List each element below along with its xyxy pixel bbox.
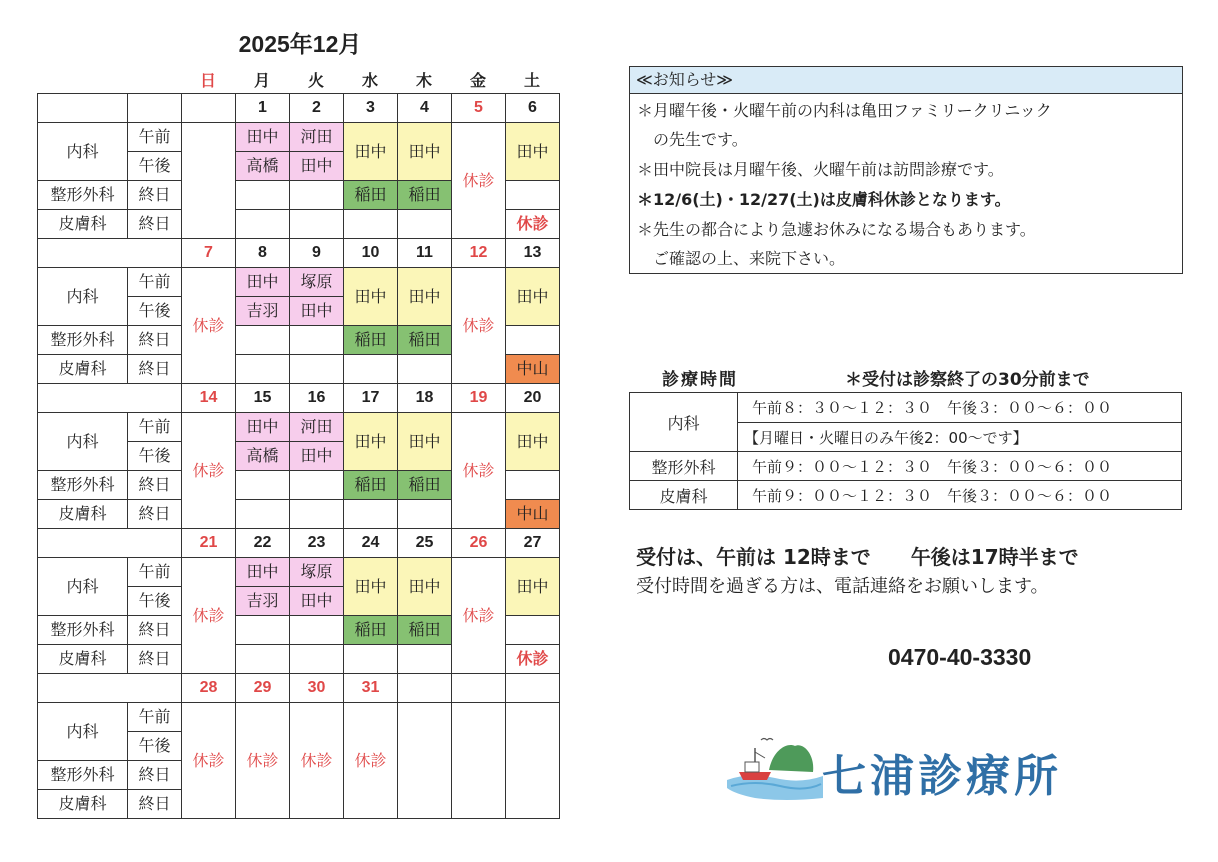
doctor-cell: 田中 — [344, 558, 398, 616]
doctor-cell: 田中 — [506, 123, 560, 181]
hours-title: 診療時間 — [662, 370, 738, 390]
sunday-cell — [182, 123, 236, 239]
doctor-cell: 稲田 — [398, 326, 452, 355]
closed-cell: 休診 — [506, 645, 560, 674]
slot-allday: 終日 — [128, 210, 182, 239]
slot-am: 午前 — [128, 413, 182, 442]
dept-derm: 皮膚科 — [38, 210, 128, 239]
dept-ortho: 整形外科 — [38, 326, 128, 355]
empty-cell — [236, 210, 290, 239]
date-cell: 24 — [344, 529, 398, 558]
date-cell: 21 — [182, 529, 236, 558]
doctor-cell: 田中 — [236, 558, 290, 587]
date-cell: 15 — [236, 384, 290, 413]
date-cell: 11 — [398, 239, 452, 268]
phone-number: 0470-40-3330 — [888, 644, 1032, 670]
empty-cell — [236, 181, 290, 210]
slot-am: 午前 — [128, 268, 182, 297]
slot-allday: 終日 — [128, 500, 182, 529]
closed-cell: 休診 — [344, 703, 398, 819]
dow-thu: 木 — [415, 71, 432, 90]
blank-cell — [398, 674, 452, 703]
calendar-title: 2025年12月 — [238, 31, 362, 57]
doctor-cell: 田中 — [290, 152, 344, 181]
doctor-cell: 田中 — [398, 123, 452, 181]
closed-cell: 休診 — [452, 268, 506, 384]
date-cell: 9 — [290, 239, 344, 268]
slot-pm: 午後 — [128, 732, 182, 761]
doctor-cell: 高橋 — [236, 152, 290, 181]
hours-dept: 整形外科 — [630, 452, 738, 481]
closed-cell: 休診 — [182, 268, 236, 384]
dept-internal: 内科 — [38, 558, 128, 616]
schedule-calendar — [37, 93, 560, 819]
notice-heading: ≪お知らせ≫ — [630, 67, 1182, 94]
hours-time-note: 【月曜日・火曜日のみ午後2：00〜です】 — [738, 423, 1182, 452]
dept-ortho: 整形外科 — [38, 181, 128, 210]
empty-cell — [290, 645, 344, 674]
date-cell: 27 — [506, 529, 560, 558]
doctor-cell: 高橋 — [236, 442, 290, 471]
blank-cell — [128, 94, 182, 123]
doctor-cell: 田中 — [236, 413, 290, 442]
date-cell: 3 — [344, 94, 398, 123]
doctor-cell: 稲田 — [344, 616, 398, 645]
empty-cell — [236, 500, 290, 529]
dept-ortho: 整形外科 — [38, 471, 128, 500]
empty-cell — [398, 355, 452, 384]
dept-derm: 皮膚科 — [38, 645, 128, 674]
slot-allday: 終日 — [128, 645, 182, 674]
date-cell: 31 — [344, 674, 398, 703]
date-cell: 18 — [398, 384, 452, 413]
blank-cell — [38, 384, 182, 413]
slot-pm: 午後 — [128, 297, 182, 326]
date-cell: 4 — [398, 94, 452, 123]
empty-cell — [290, 210, 344, 239]
date-cell — [182, 94, 236, 123]
slot-allday: 終日 — [128, 761, 182, 790]
date-cell: 16 — [290, 384, 344, 413]
empty-cell — [452, 703, 506, 819]
doctor-cell: 塚原 — [290, 558, 344, 587]
empty-cell — [236, 616, 290, 645]
doctor-cell: 田中 — [290, 587, 344, 616]
empty-cell — [290, 616, 344, 645]
empty-cell — [398, 645, 452, 674]
slot-allday: 終日 — [128, 181, 182, 210]
doctor-cell: 田中 — [236, 123, 290, 152]
doctor-cell: 田中 — [236, 268, 290, 297]
date-cell: 7 — [182, 239, 236, 268]
empty-cell — [398, 210, 452, 239]
doctor-cell: 田中 — [506, 558, 560, 616]
slot-allday: 終日 — [128, 616, 182, 645]
empty-cell — [398, 500, 452, 529]
empty-cell — [506, 471, 560, 500]
doctor-cell: 田中 — [506, 413, 560, 471]
dept-internal: 内科 — [38, 123, 128, 181]
notice-line: ご確認の上、来院下さい。 — [637, 249, 846, 268]
empty-cell — [506, 616, 560, 645]
hours-table — [629, 392, 1182, 510]
empty-cell — [506, 181, 560, 210]
empty-cell — [344, 210, 398, 239]
closed-cell: 休診 — [236, 703, 290, 819]
slot-pm: 午後 — [128, 587, 182, 616]
date-cell: 10 — [344, 239, 398, 268]
date-cell: 22 — [236, 529, 290, 558]
blank-cell — [38, 674, 182, 703]
notice-box — [629, 66, 1183, 274]
hours-note: ＊受付は診察終了の30分前まで — [845, 370, 1090, 390]
slot-pm: 午後 — [128, 442, 182, 471]
dow-tue: 火 — [307, 71, 324, 90]
empty-cell — [506, 326, 560, 355]
dept-internal: 内科 — [38, 703, 128, 761]
doctor-cell: 田中 — [290, 442, 344, 471]
empty-cell — [290, 471, 344, 500]
reception-hours: 受付は、午前は 12時まで 午後は17時半まで — [636, 545, 1079, 569]
date-cell: 13 — [506, 239, 560, 268]
date-cell: 12 — [452, 239, 506, 268]
blank-cell — [38, 94, 128, 123]
dept-internal: 内科 — [38, 413, 128, 471]
doctor-cell: 田中 — [398, 558, 452, 616]
doctor-cell: 吉羽 — [236, 587, 290, 616]
empty-cell — [236, 471, 290, 500]
empty-cell — [290, 500, 344, 529]
empty-cell — [236, 355, 290, 384]
slot-pm: 午後 — [128, 152, 182, 181]
date-cell: 2 — [290, 94, 344, 123]
dept-ortho: 整形外科 — [38, 616, 128, 645]
dow-wed: 水 — [361, 71, 378, 90]
dow-mon: 月 — [253, 71, 270, 90]
slot-am: 午前 — [128, 558, 182, 587]
doctor-cell: 稲田 — [344, 326, 398, 355]
doctor-cell: 稲田 — [344, 471, 398, 500]
doctor-cell: 田中 — [344, 123, 398, 181]
blank-cell — [506, 674, 560, 703]
notice-line: ＊12/6(土)・12/27(土)は皮膚科休診となります。 — [637, 190, 1011, 209]
reception-note: 受付時間を過ぎる方は、電話連絡をお願いします。 — [636, 576, 1049, 597]
date-cell: 6 — [506, 94, 560, 123]
date-cell: 8 — [236, 239, 290, 268]
closed-cell: 休診 — [182, 703, 236, 819]
blank-cell — [38, 239, 182, 268]
empty-cell — [236, 326, 290, 355]
doctor-cell: 田中 — [398, 268, 452, 326]
doctor-cell: 稲田 — [398, 181, 452, 210]
date-cell: 19 — [452, 384, 506, 413]
date-cell: 26 — [452, 529, 506, 558]
date-cell: 14 — [182, 384, 236, 413]
slot-allday: 終日 — [128, 326, 182, 355]
slot-allday: 終日 — [128, 790, 182, 819]
dow-sat: 土 — [523, 71, 540, 90]
dept-derm: 皮膚科 — [38, 500, 128, 529]
hours-time: 午前８：３０〜１２：３０ 午後３：００〜６：００ — [738, 393, 1182, 423]
date-cell: 29 — [236, 674, 290, 703]
date-cell: 28 — [182, 674, 236, 703]
notice-line: ＊月曜午後・火曜午前の内科は亀田ファミリークリニック — [637, 101, 1052, 120]
slot-allday: 終日 — [128, 355, 182, 384]
doctor-cell: 田中 — [344, 268, 398, 326]
empty-cell — [344, 500, 398, 529]
dept-internal: 内科 — [38, 268, 128, 326]
doctor-cell: 稲田 — [344, 181, 398, 210]
closed-cell: 休診 — [452, 413, 506, 529]
blank-cell — [38, 529, 182, 558]
doctor-cell: 中山 — [506, 500, 560, 529]
dow-sun: 日 — [199, 71, 216, 90]
date-cell: 1 — [236, 94, 290, 123]
dept-derm: 皮膚科 — [38, 355, 128, 384]
closed-cell: 休診 — [452, 558, 506, 674]
hours-dept: 皮膚科 — [630, 481, 738, 510]
doctor-cell: 田中 — [398, 413, 452, 471]
closed-cell: 休診 — [506, 210, 560, 239]
notice-line: ＊先生の都合により急遽お休みになる場合もあります。 — [637, 220, 1036, 239]
week-1-date-row — [38, 94, 560, 123]
date-cell: 30 — [290, 674, 344, 703]
doctor-cell: 中山 — [506, 355, 560, 384]
empty-cell — [290, 326, 344, 355]
slot-allday: 終日 — [128, 471, 182, 500]
date-cell: 17 — [344, 384, 398, 413]
dept-derm: 皮膚科 — [38, 790, 128, 819]
blank-cell — [452, 674, 506, 703]
empty-cell — [344, 355, 398, 384]
notice-line: の先生です。 — [637, 130, 748, 149]
empty-cell — [344, 645, 398, 674]
closed-cell: 休診 — [290, 703, 344, 819]
boat-island-icon — [725, 732, 825, 802]
empty-cell — [236, 645, 290, 674]
empty-cell — [506, 703, 560, 819]
hours-time: 午前９：００〜１２：３０ 午後３：００〜６：００ — [738, 452, 1182, 481]
dept-ortho: 整形外科 — [38, 761, 128, 790]
clinic-name: 七浦診療所 — [822, 751, 1062, 802]
doctor-cell: 河田 — [290, 413, 344, 442]
date-cell: 25 — [398, 529, 452, 558]
dow-fri: 金 — [469, 71, 486, 90]
doctor-cell: 稲田 — [398, 616, 452, 645]
closed-cell: 休診 — [182, 558, 236, 674]
empty-cell — [290, 181, 344, 210]
slot-am: 午前 — [128, 703, 182, 732]
doctor-cell: 吉羽 — [236, 297, 290, 326]
slot-am: 午前 — [128, 123, 182, 152]
doctor-cell: 河田 — [290, 123, 344, 152]
hours-dept: 内科 — [630, 393, 738, 452]
notice-line: ＊田中院長は月曜午後、火曜午前は訪問診療です。 — [637, 160, 1004, 179]
date-cell: 20 — [506, 384, 560, 413]
closed-cell: 休診 — [182, 413, 236, 529]
doctor-cell: 田中 — [344, 413, 398, 471]
doctor-cell: 田中 — [506, 268, 560, 326]
doctor-cell: 稲田 — [398, 471, 452, 500]
doctor-cell: 田中 — [290, 297, 344, 326]
date-cell: 23 — [290, 529, 344, 558]
empty-cell — [398, 703, 452, 819]
closed-cell: 休診 — [452, 123, 506, 239]
doctor-cell: 塚原 — [290, 268, 344, 297]
hours-time: 午前９：００〜１２：３０ 午後３：００〜６：００ — [738, 481, 1182, 510]
empty-cell — [290, 355, 344, 384]
clinic-logo — [725, 732, 825, 802]
date-cell: 5 — [452, 94, 506, 123]
